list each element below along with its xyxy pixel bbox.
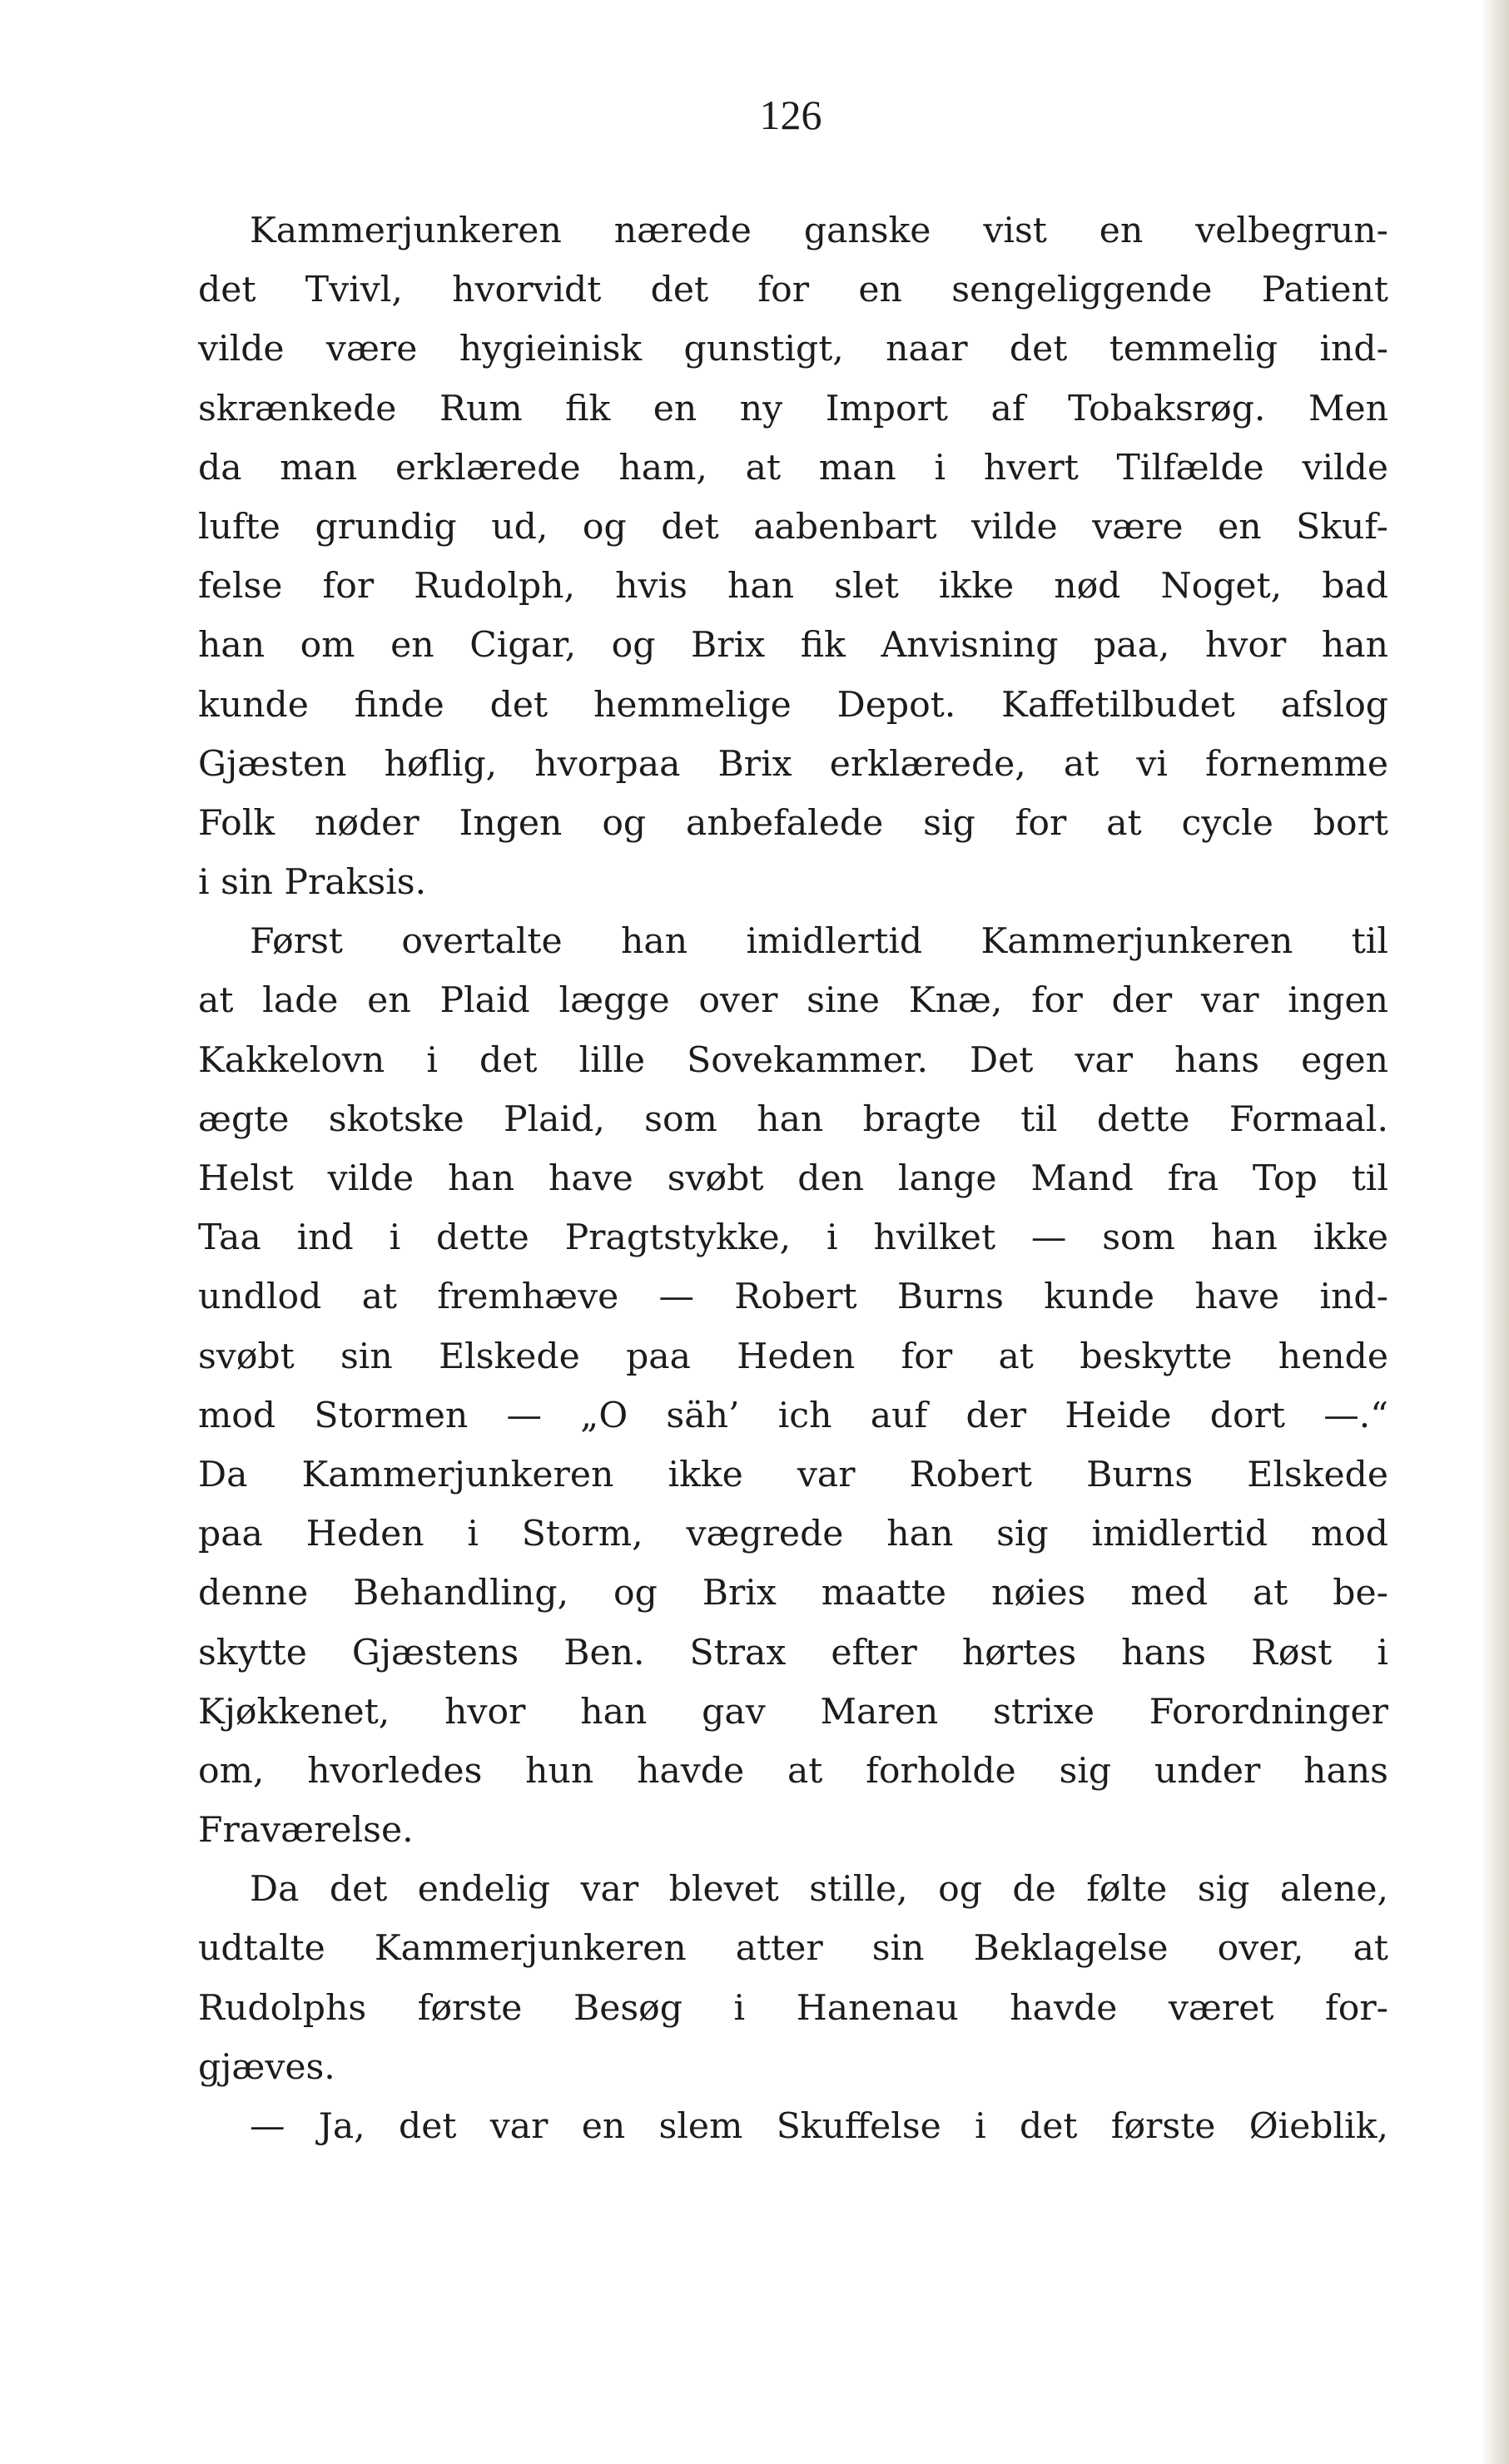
text-line: Kakkelovn i det lille Sovekammer. Det var hans egen: [198, 1039, 1388, 1081]
text-line: paa Heden i Storm, vægrede han sig imidlertid mod: [198, 1514, 1388, 1555]
body-text: [198, 201, 1388, 2156]
text-line: skytte Gjæstens Ben. Strax efter hørtes hans Røst i: [198, 1632, 1388, 1673]
text-line: Da Kammerjunkeren ikke var Robert Burns Elskede: [198, 1454, 1388, 1495]
text-line: da man erklærede ham, at man i hvert Tilfælde vilde: [198, 447, 1388, 488]
text-line: Kjøkkenet, hvor han gav Maren strixe Forordninger: [198, 1691, 1388, 1733]
text-line: svøbt sin Elskede paa Heden for at beskytte hende: [198, 1336, 1388, 1377]
text-line: om, hvorledes hun havde at forholde sig under hans: [198, 1750, 1388, 1792]
text-line: — Ja, det var en slem Skuffelse i det første Øieblik,: [250, 2106, 1388, 2147]
text-line: undlod at fremhæve — Robert Burns kunde have ind-: [198, 1277, 1388, 1318]
text-line: han om en Cigar, og Brix fik Anvisning paa, hvor han: [198, 625, 1388, 667]
text-line: mod Stormen — „O säh’ ich auf der Heide dort —.“: [198, 1395, 1388, 1436]
text-line: Fraværelse.: [198, 1810, 414, 1852]
text-line: gjæves.: [198, 2046, 335, 2088]
text-line: Taa ind i dette Pragtstykke, i hvilket — som han ikke: [198, 1217, 1388, 1259]
text-line: ægte skotske Plaid, som han bragte til dette Formaal.: [198, 1098, 1388, 1140]
text-line: udtalte Kammerjunkeren atter sin Beklagelse over, at: [198, 1928, 1388, 1970]
page-edge-shadow: [1481, 0, 1509, 2464]
text-line: Først overtalte han imidlertid Kammerjunkeren til: [250, 921, 1388, 963]
text-line: Rudolphs første Besøg i Hanenau havde været for-: [198, 1987, 1388, 2029]
text-line: Gjæsten høflig, hvorpaa Brix erklærede, at vi fornemme: [198, 743, 1388, 785]
text-line: felse for Rudolph, hvis han slet ikke nød Noget, bad: [198, 566, 1388, 607]
text-line: Folk nøder Ingen og anbefalede sig for at cycle bort: [198, 802, 1388, 844]
text-line: Helst vilde han have svøbt den lange Mand fra Top til: [198, 1158, 1388, 1199]
text-line: det Tvivl, hvorvidt det for en sengeliggende Patient: [198, 270, 1388, 311]
page-number: 126: [759, 92, 822, 138]
text-line: i sin Praksis.: [198, 862, 427, 904]
text-line: vilde være hygieinisk gunstigt, naar det temmelig ind-: [198, 329, 1388, 370]
text-line: denne Behandling, og Brix maatte nøies med at be-: [198, 1573, 1388, 1614]
text-line: Kammerjunkeren nærede ganske vist en velbegrun-: [250, 211, 1388, 251]
text-line: skrænkede Rum fik en ny Import af Tobaksrøg. Men: [198, 388, 1388, 429]
text-line: kunde finde det hemmelige Depot. Kaffetilbudet afslog: [198, 684, 1388, 726]
text-line: lufte grundig ud, og det aabenbart vilde være en Skuf-: [198, 506, 1388, 548]
text-line: at lade en Plaid lægge over sine Knæ, for der var ingen: [198, 980, 1388, 1022]
text-line: Da det endelig var blevet stille, og de følte sig alene,: [250, 1869, 1388, 1911]
